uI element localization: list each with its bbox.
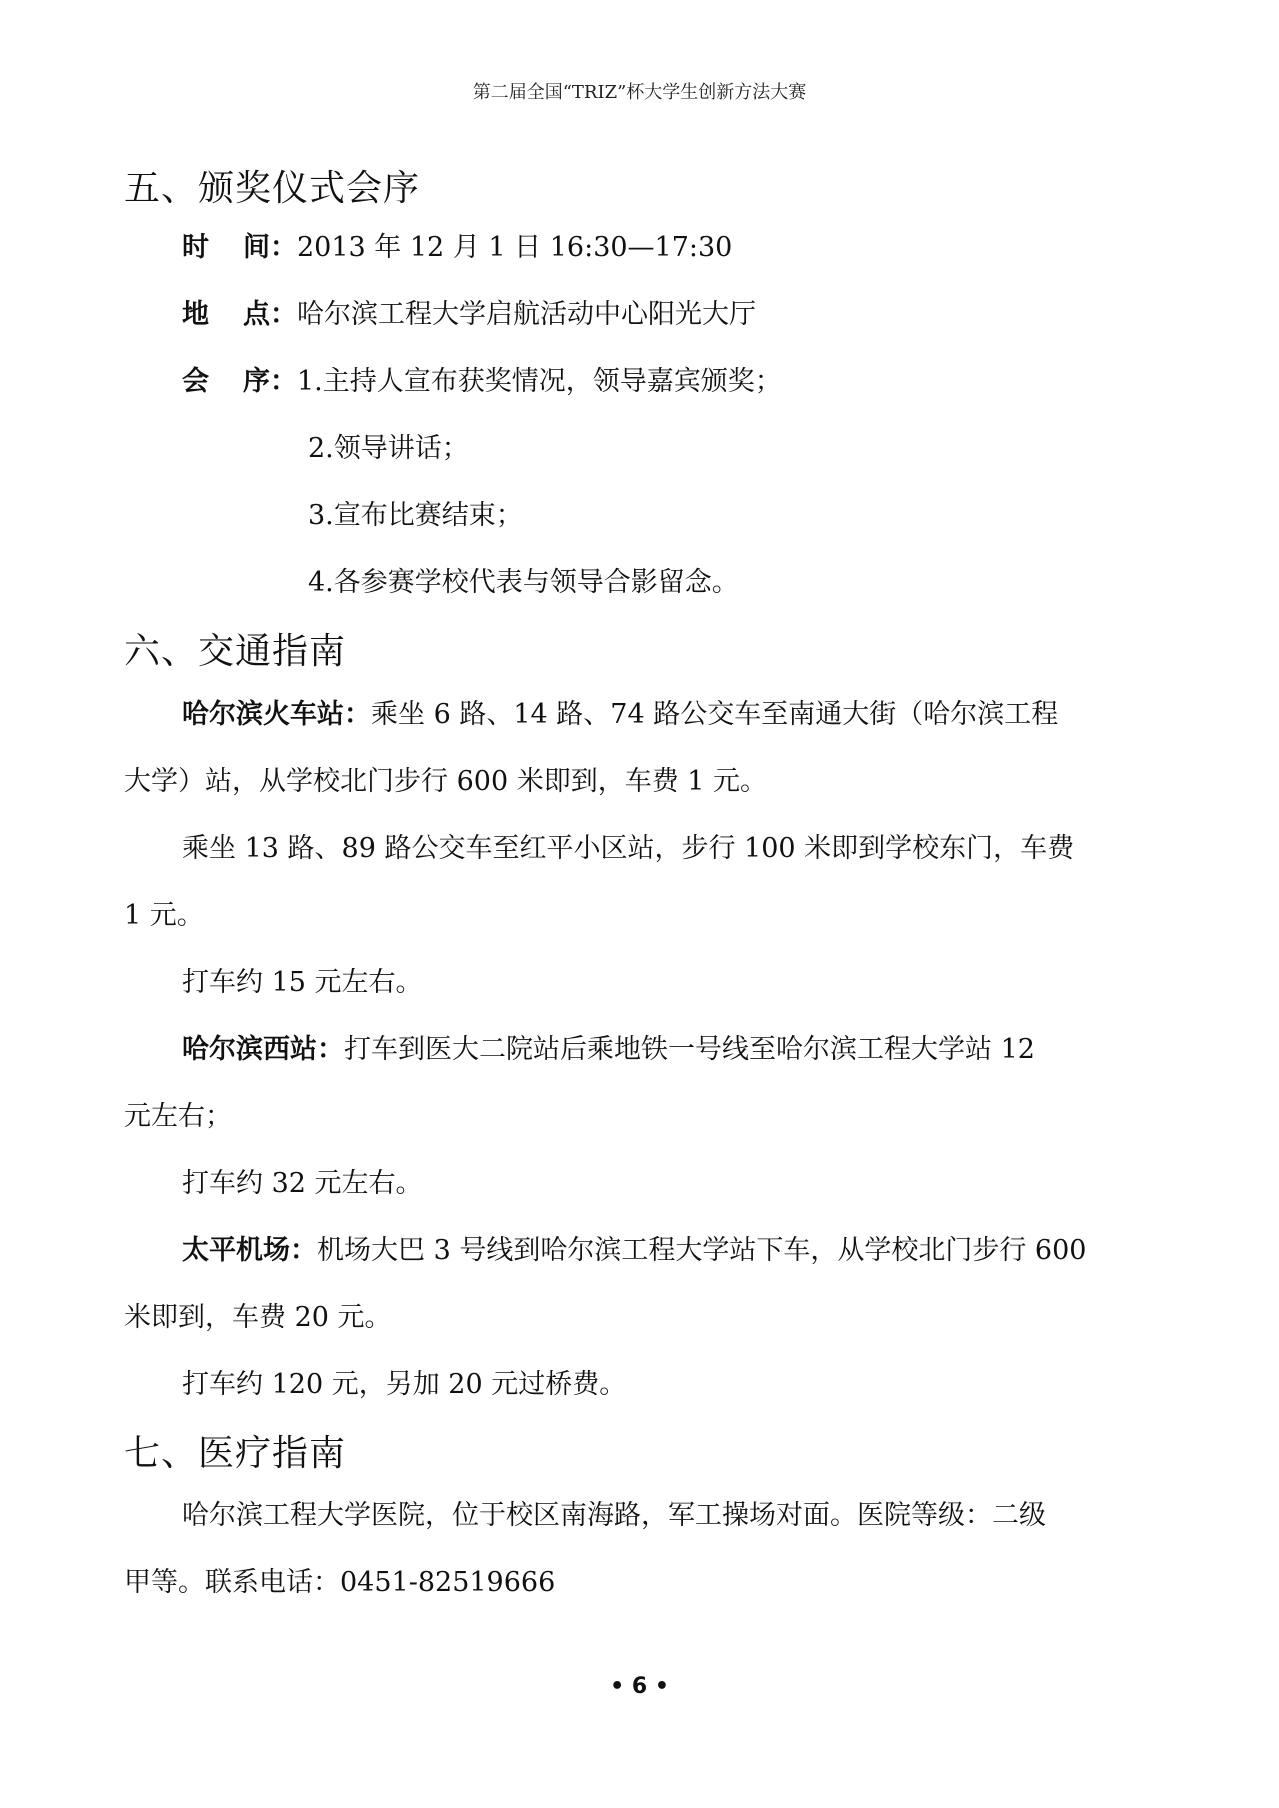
- west-taxi: 打车约 32 元左右。: [182, 1168, 423, 1199]
- airport-line-1: [182, 1228, 1086, 1267]
- place-row: [182, 292, 756, 331]
- west-line-1: [182, 1027, 1035, 1066]
- place-label-a: 地: [182, 299, 243, 330]
- medical-line-2: 甲等。联系电话：0451-82519666: [124, 1567, 556, 1598]
- time-value: 2013 年 12 月 1 日 16:30—17:30: [297, 232, 733, 263]
- medical-line-1: 哈尔滨工程大学医院，位于校区南海路，军工操场对面。医院等级：二级: [182, 1500, 1046, 1531]
- train-alt-line-2: 1 元。: [124, 900, 204, 931]
- airport-label: 太平机场：: [182, 1235, 317, 1266]
- place-value: 哈尔滨工程大学启航活动中心阳光大厅: [297, 299, 756, 330]
- time-row: [182, 225, 732, 264]
- order-item-4: 4.各参赛学校代表与领导合影留念。: [308, 567, 739, 598]
- order-label-b: 序：: [243, 366, 297, 397]
- train-alt-line-1: 乘坐 13 路、89 路公交车至红平小区站，步行 100 米即到学校东门，车费: [182, 833, 1075, 864]
- time-label-b: 间：: [243, 232, 297, 263]
- airport-taxi: 打车约 120 元，另加 20 元过桥费。: [182, 1369, 627, 1400]
- airport-line-2: 米即到，车费 20 元。: [124, 1302, 392, 1333]
- page-number: • 6 •: [610, 1674, 669, 1699]
- time-label-a: 时: [182, 232, 243, 263]
- train-line-2: 大学）站，从学校北门步行 600 米即到，车费 1 元。: [124, 766, 768, 797]
- order-label-a: 会: [182, 366, 243, 397]
- west-text-1: 打车到医大二院站后乘地铁一号线至哈尔滨工程大学站 12: [344, 1034, 1035, 1065]
- order-item-3: 3.宣布比赛结束；: [308, 500, 523, 531]
- train-text-1: 乘坐 6 路、14 路、74 路公交车至南通大街（哈尔滨工程: [371, 699, 1059, 730]
- section5-heading: 五、颁奖仪式会序: [124, 168, 421, 209]
- order-item-2: 2.领导讲话；: [308, 433, 469, 464]
- west-label: 哈尔滨西站：: [182, 1034, 344, 1065]
- place-label-b: 点：: [243, 299, 297, 330]
- west-line-2: 元左右；: [124, 1101, 232, 1132]
- train-label: 哈尔滨火车站：: [182, 699, 371, 730]
- document-header: 第二届全国“TRIZ”杯大学生创新方法大赛: [472, 82, 807, 103]
- section7-heading: 七、医疗指南: [124, 1433, 347, 1474]
- train-line-1: [182, 692, 1058, 731]
- section6-heading: 六、交通指南: [124, 631, 347, 672]
- order-item-1: 1.主持人宣布获奖情况，领导嘉宾颁奖；: [297, 366, 782, 397]
- order-row: [182, 359, 782, 398]
- train-taxi: 打车约 15 元左右。: [182, 967, 423, 998]
- airport-text-1: 机场大巴 3 号线到哈尔滨工程大学站下车，从学校北门步行 600: [317, 1235, 1087, 1266]
